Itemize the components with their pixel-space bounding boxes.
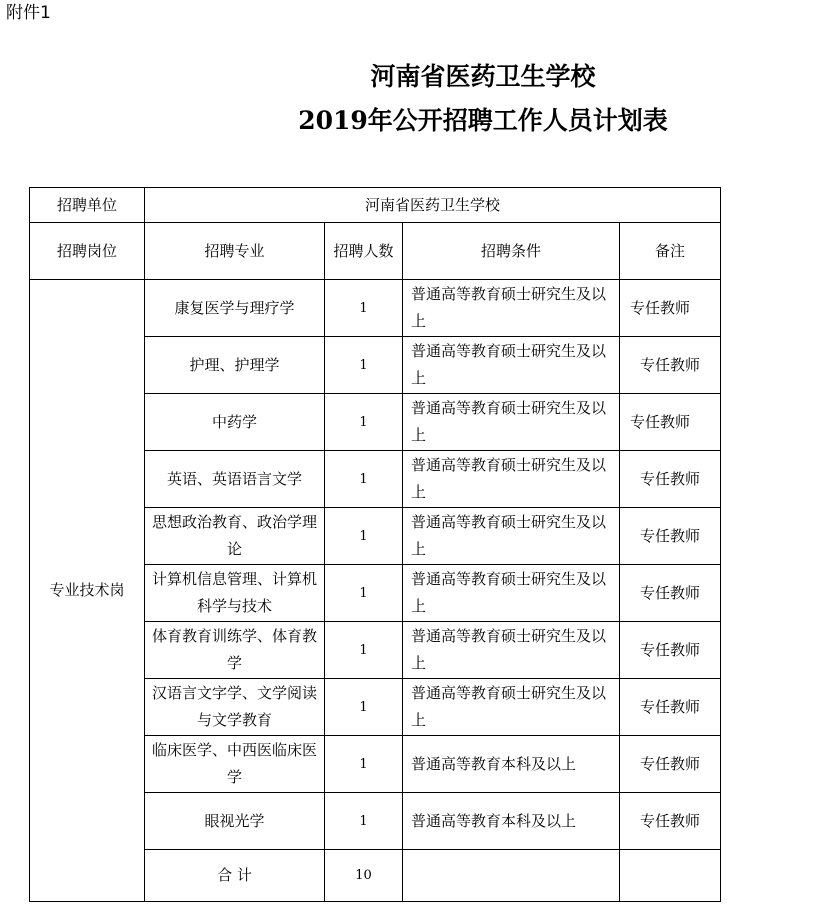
conditions-cell: 普通高等教育硕士研究生及以上: [403, 394, 620, 451]
total-label: 合 计: [145, 850, 325, 902]
conditions-cell: 普通高等教育硕士研究生及以上: [403, 280, 620, 337]
document-title-line1: 河南省医药卫生学校: [370, 62, 596, 91]
major-cell: [145, 736, 325, 793]
count-cell: 1: [325, 679, 403, 736]
major-text: 英语、英语语言文学: [166, 469, 302, 488]
header-major: 招聘专业: [145, 223, 325, 280]
count-cell: 1: [325, 394, 403, 451]
major-text: 思想政治教育、政治学理论: [151, 513, 317, 558]
attachment-label: 附件1: [6, 3, 51, 23]
major-cell: [145, 280, 325, 337]
major-text: 体育教育训练学、体育教学: [151, 627, 317, 672]
major-cell: [145, 337, 325, 394]
major-text: 临床医学、中西医临床医学: [151, 741, 317, 786]
conditions-cell: 普通高等教育硕士研究生及以上: [403, 451, 620, 508]
notes-cell: 专任教师: [620, 508, 721, 565]
count-cell: 1: [325, 622, 403, 679]
header-position: 招聘岗位: [30, 223, 145, 280]
notes-cell: 专任教师: [620, 622, 721, 679]
major-text: 汉语言文字学、文学阅读与文学教育: [151, 684, 317, 729]
major-cell: [145, 679, 325, 736]
notes-cell: 专任教师: [620, 565, 721, 622]
table-row: [30, 280, 721, 337]
major-cell: [145, 508, 325, 565]
notes-cell: 专任教师: [620, 337, 721, 394]
count-cell: 1: [325, 508, 403, 565]
recruitment-plan-table: [29, 187, 721, 902]
major-cell: [145, 622, 325, 679]
major-cell: [145, 394, 325, 451]
major-text: 中药学: [211, 412, 257, 431]
conditions-cell: 普通高等教育硕士研究生及以上: [403, 679, 620, 736]
major-text: 眼视光学: [204, 811, 265, 830]
count-cell: 1: [325, 565, 403, 622]
header-row: [30, 223, 721, 280]
total-conditions-empty: [403, 850, 620, 902]
unit-row: [30, 188, 721, 223]
conditions-cell: 普通高等教育本科及以上: [403, 793, 620, 850]
unit-label: 招聘单位: [30, 188, 145, 223]
conditions-cell: 普通高等教育本科及以上: [403, 736, 620, 793]
header-count-text: 招聘人数: [333, 241, 394, 260]
header-conditions: 招聘条件: [403, 223, 620, 280]
count-cell: 1: [325, 451, 403, 508]
major-cell: [145, 451, 325, 508]
major-cell: [145, 565, 325, 622]
major-text: 康复医学与理疗学: [174, 298, 295, 317]
total-notes-empty: [620, 850, 721, 902]
count-cell: 1: [325, 793, 403, 850]
major-cell: [145, 793, 325, 850]
notes-cell: 专任教师: [620, 679, 721, 736]
conditions-cell: 普通高等教育硕士研究生及以上: [403, 508, 620, 565]
notes-cell: 专任教师: [620, 280, 721, 337]
count-cell: 1: [325, 337, 403, 394]
count-cell: 1: [325, 736, 403, 793]
total-value: 10: [325, 850, 403, 902]
major-text: 计算机信息管理、计算机科学与技术: [151, 570, 317, 615]
position-value: 专业技术岗: [30, 280, 145, 902]
notes-cell: 专任教师: [620, 736, 721, 793]
conditions-cell: 普通高等教育硕士研究生及以上: [403, 565, 620, 622]
unit-value: 河南省医药卫生学校: [145, 188, 721, 223]
conditions-cell: 普通高等教育硕士研究生及以上: [403, 337, 620, 394]
conditions-cell: 普通高等教育硕士研究生及以上: [403, 622, 620, 679]
count-cell: 1: [325, 280, 403, 337]
header-count: [325, 223, 403, 280]
document-title-line2: 2019年公开招聘工作人员计划表: [298, 106, 668, 135]
notes-cell: 专任教师: [620, 394, 721, 451]
header-notes: 备注: [620, 223, 721, 280]
major-text: 护理、护理学: [189, 355, 280, 374]
notes-cell: 专任教师: [620, 451, 721, 508]
notes-cell: 专任教师: [620, 793, 721, 850]
